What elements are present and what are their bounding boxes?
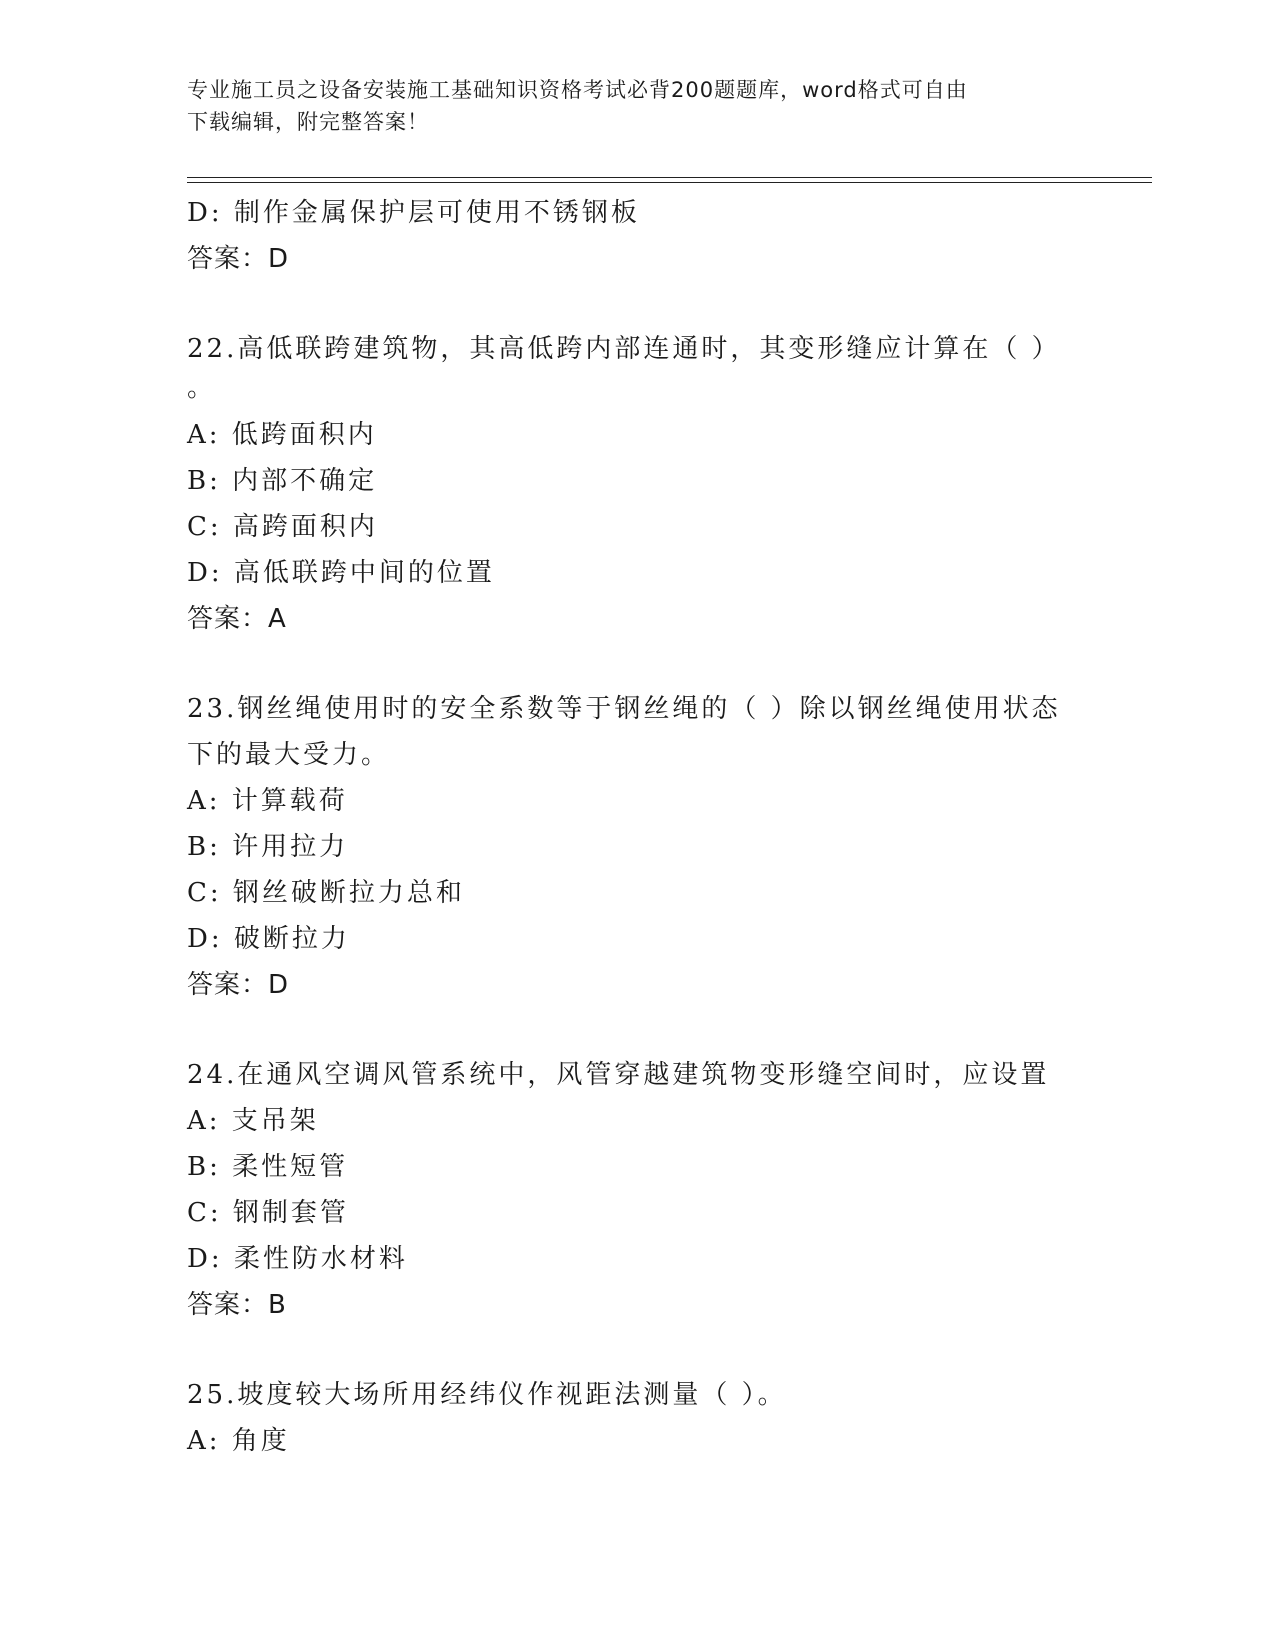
question-21-tail xyxy=(187,190,1087,282)
option-c: C: 高跨面积内 xyxy=(187,512,378,542)
option-a: A: 低跨面积内 xyxy=(187,420,377,450)
question-stem: 24.在通风空调风管系统中，风管穿越建筑物变形缝空间时，应设置 xyxy=(187,1060,1050,1090)
header-divider-top xyxy=(187,177,1152,178)
question-stem: 25.坡度较大场所用经纬仪作视距法测量（ ）。 xyxy=(187,1380,787,1410)
question-stem-continued: 下的最大受力。 xyxy=(187,740,391,770)
option-d: D: 破断拉力 xyxy=(187,924,350,954)
question-23 xyxy=(187,686,1087,1008)
spacer xyxy=(187,1008,1087,1052)
option-d: D: 制作金属保护层可使用不锈钢板 xyxy=(187,198,640,228)
option-d: D: 高低联跨中间的位置 xyxy=(187,558,495,588)
header-line-2: 下载编辑，附完整答案！ xyxy=(187,110,429,134)
question-stem-continued: 。 xyxy=(187,373,217,403)
answer-line: 答案：D xyxy=(187,244,290,274)
option-b: B: 内部不确定 xyxy=(187,466,378,496)
question-content xyxy=(187,190,1087,1464)
option-a: A: 角度 xyxy=(187,1426,290,1456)
question-25 xyxy=(187,1372,1087,1464)
answer-line: 答案：D xyxy=(187,970,290,1000)
spacer xyxy=(187,282,1087,326)
option-a: A: 支吊架 xyxy=(187,1106,319,1136)
option-c: C: 钢制套管 xyxy=(187,1198,349,1228)
header-line-1: 专业施工员之设备安装施工基础知识资格考试必背200题题库，word格式可自由 xyxy=(187,78,968,102)
option-b: B: 许用拉力 xyxy=(187,832,349,862)
spacer xyxy=(187,642,1087,686)
answer-line: 答案：B xyxy=(187,1290,287,1320)
option-a: A: 计算载荷 xyxy=(187,786,348,816)
question-stem: 22.高低联跨建筑物，其高低跨内部连通时，其变形缝应计算在（ ） xyxy=(187,334,1061,364)
option-c: C: 钢丝破断拉力总和 xyxy=(187,878,465,908)
question-24 xyxy=(187,1052,1087,1328)
header-divider-bottom xyxy=(187,182,1152,183)
spacer xyxy=(187,1328,1087,1372)
option-b: B: 柔性短管 xyxy=(187,1152,349,1182)
question-22 xyxy=(187,326,1087,642)
answer-line: 答案：A xyxy=(187,604,287,634)
option-d: D: 柔性防水材料 xyxy=(187,1244,408,1274)
question-stem: 23.钢丝绳使用时的安全系数等于钢丝绳的（ ）除以钢丝绳使用状态 xyxy=(187,694,1061,724)
page-header xyxy=(187,74,1067,138)
